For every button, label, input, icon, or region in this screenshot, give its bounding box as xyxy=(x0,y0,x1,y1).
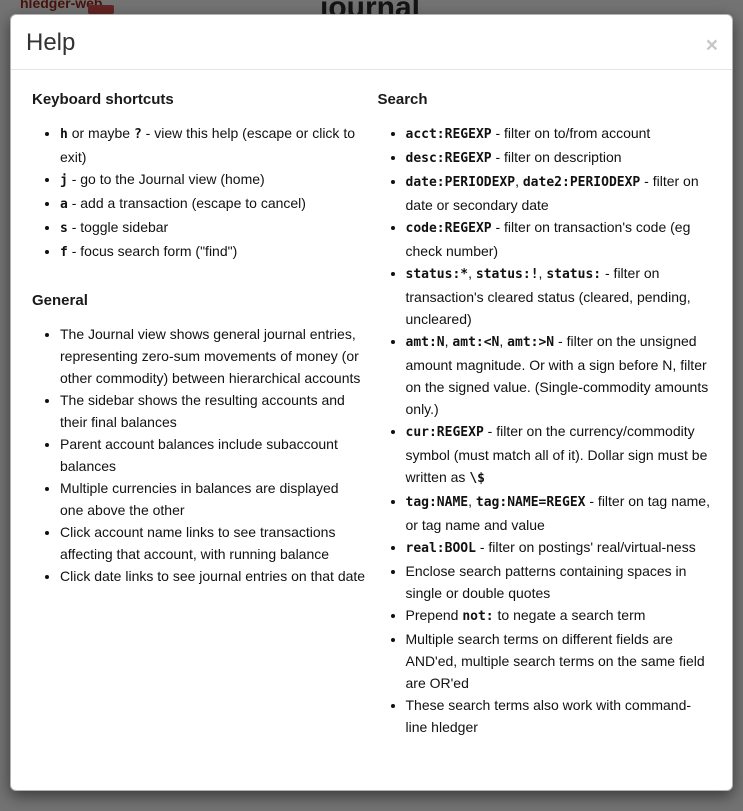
list-item: • acct:REGEXP - filter on to/from account xyxy=(406,122,714,146)
help-modal xyxy=(10,14,733,791)
close-icon[interactable]: × xyxy=(705,34,718,57)
code-term: f xyxy=(60,245,68,260)
code-term: status:! xyxy=(475,267,539,282)
list-item: • Prepend not: to negate a search term xyxy=(406,604,714,628)
code-term: s xyxy=(60,221,68,236)
code-term: tag:NAME xyxy=(405,495,469,510)
code-term: cur:REGEXP xyxy=(405,425,484,440)
code-term: amt:N xyxy=(405,335,445,350)
list-item: • a - add a transaction (escape to cancel) xyxy=(60,192,368,216)
code-term: acct:REGEXP xyxy=(405,127,492,142)
list-item: • h or maybe ? - view this help (escape or click to exit) xyxy=(60,122,368,168)
search-help-list xyxy=(372,122,714,738)
list-item: • The sidebar shows the resulting accounts and their final balances xyxy=(60,389,368,433)
list-item: • Parent account balances include subaccount balances xyxy=(60,433,368,477)
list-item: • Enclose search patterns containing spaces in single or double quotes xyxy=(406,560,714,604)
general-section xyxy=(26,292,368,587)
code-term: h xyxy=(60,127,68,142)
code-term: tag:NAME=REGEX xyxy=(475,495,586,510)
list-item: • desc:REGEXP - filter on description xyxy=(406,146,714,170)
modal-header xyxy=(11,15,732,70)
code-term: real:BOOL xyxy=(405,541,476,556)
code-term: amt:<N xyxy=(452,335,500,350)
keyboard-shortcuts-list xyxy=(26,122,368,264)
section-heading-general: General xyxy=(32,292,88,309)
list-item: • amt:N, amt:<N, amt:>N - filter on the unsigned amount magnitude. Or with a sign before N, filter on the signed value. (Single-commodity amounts only.) xyxy=(406,330,714,420)
list-item: • f - focus search form ("find") xyxy=(60,240,368,264)
code-term: ? xyxy=(133,127,142,142)
list-item: • code:REGEXP - filter on transaction's code (eg check number) xyxy=(406,216,714,262)
list-item: • Multiple search terms on different fields are AND'ed, multiple search terms on the same field are OR'ed xyxy=(406,628,714,694)
code-term: amt:>N xyxy=(507,335,555,350)
code-term: j xyxy=(60,173,68,188)
modal-body xyxy=(11,70,732,753)
search-section xyxy=(372,91,714,738)
list-item: • real:BOOL - filter on postings' real/virtual-ness xyxy=(406,536,714,560)
code-term: a xyxy=(60,197,68,212)
list-item: • Multiple currencies in balances are displayed one above the other xyxy=(60,477,368,521)
right-column xyxy=(372,85,718,738)
section-heading-search: Search xyxy=(377,91,428,108)
list-item: • cur:REGEXP - filter on the currency/commodity symbol (must match all of it). Dollar sign must be written as \$ xyxy=(406,420,714,490)
keyboard-shortcuts-section xyxy=(26,91,368,264)
code-term: date2:PERIODEXP xyxy=(522,175,641,190)
list-item: • The Journal view shows general journal entries, representing zero-sum movements of money (or other commodity) between hierarchical accounts xyxy=(60,323,368,389)
code-term: code:REGEXP xyxy=(405,221,492,236)
code-term: \$ xyxy=(469,471,485,486)
code-term: not: xyxy=(462,609,494,624)
modal-title: Help xyxy=(26,29,76,56)
list-item: • s - toggle sidebar xyxy=(60,216,368,240)
list-item: • Click date links to see journal entries on that date xyxy=(60,565,368,587)
left-column xyxy=(26,85,372,738)
list-item: • status:*, status:!, status: - filter on transaction's cleared status (cleared, pending, uncleared) xyxy=(406,262,714,330)
section-heading-keyboard-shortcuts: Keyboard shortcuts xyxy=(32,91,174,108)
list-item: • date:PERIODEXP, date2:PERIODEXP - filter on date or secondary date xyxy=(406,170,714,216)
list-item: • These search terms also work with command-line hledger xyxy=(406,694,714,738)
code-term: date:PERIODEXP xyxy=(405,175,516,190)
list-item: • j - go to the Journal view (home) xyxy=(60,168,368,192)
list-item: • tag:NAME, tag:NAME=REGEX - filter on tag name, or tag name and value xyxy=(406,490,714,536)
code-term: status: xyxy=(546,267,602,282)
code-term: desc:REGEXP xyxy=(405,151,492,166)
general-list xyxy=(26,323,368,587)
code-term: status:* xyxy=(405,267,469,282)
list-item: • Click account name links to see transactions affecting that account, with running balance xyxy=(60,521,368,565)
